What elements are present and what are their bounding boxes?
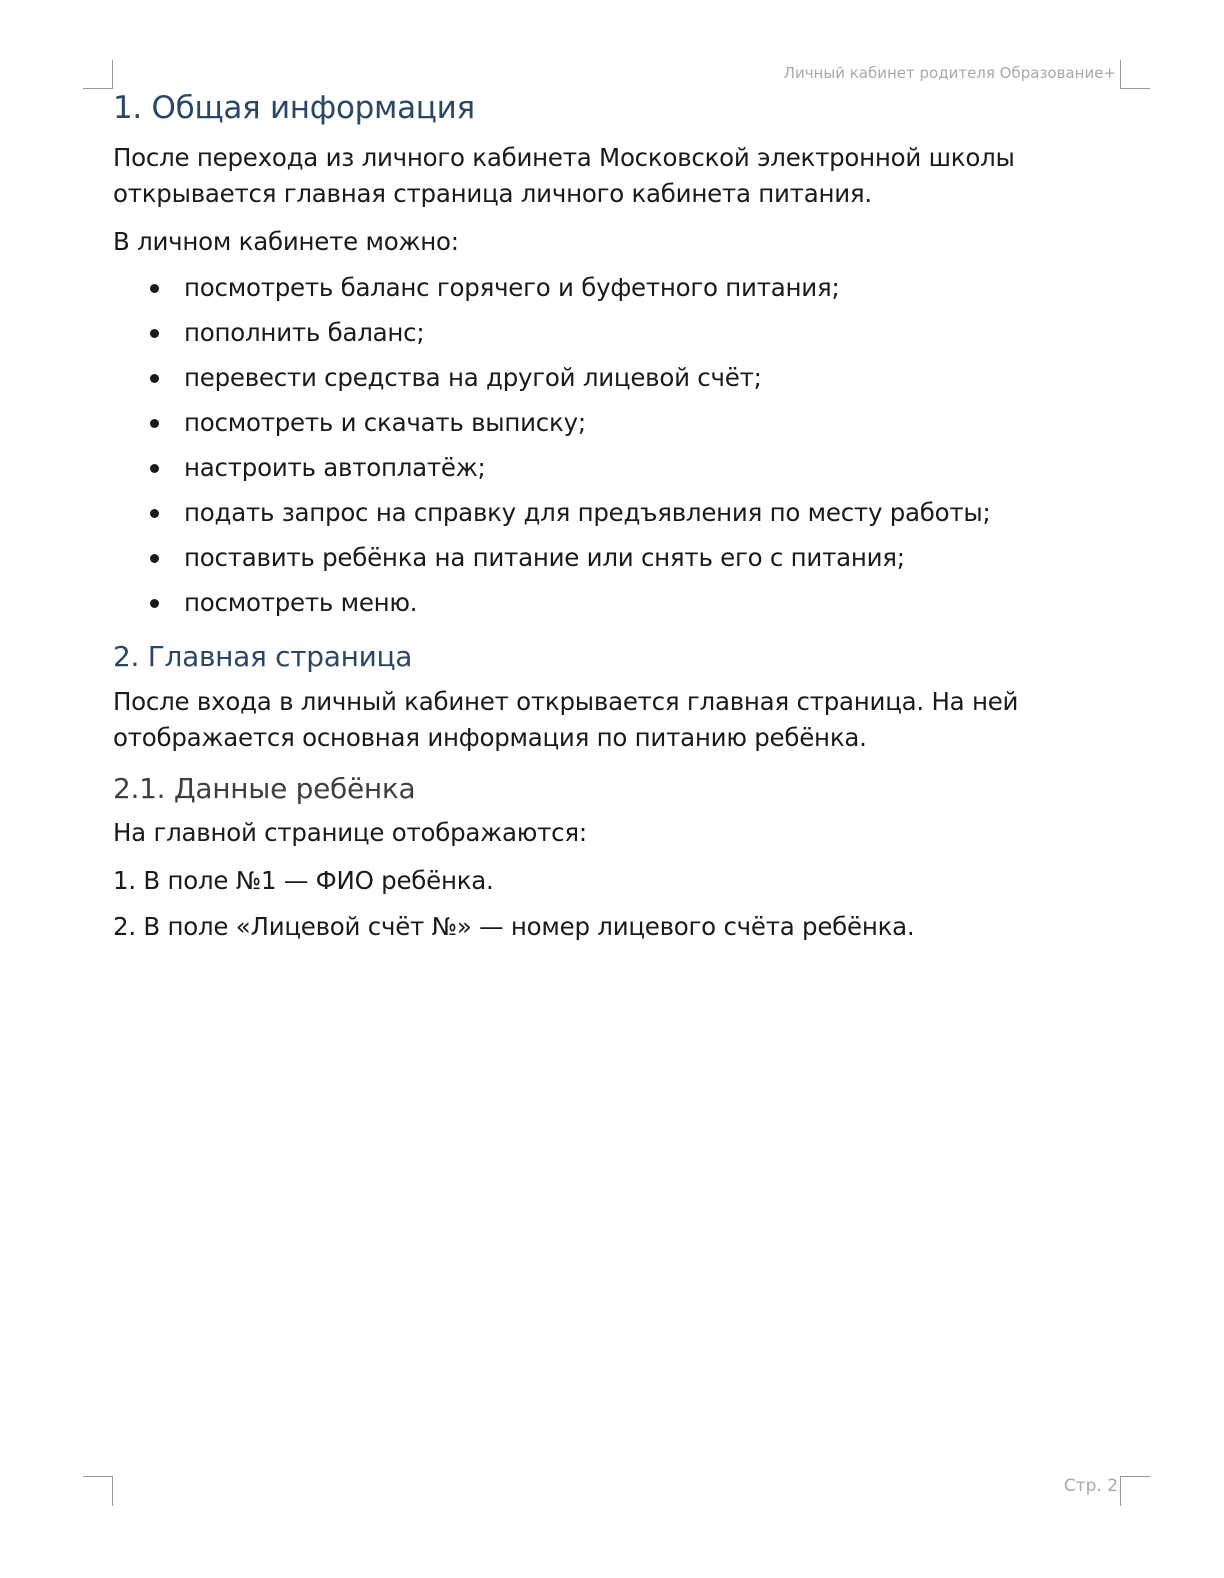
section-2-text: После входа в личный кабинет открывается главная страница. На ней отображается основная информация по питанию ребёнка. [113,687,1019,752]
bullet-icon [150,554,159,563]
section-1-lead: В личном кабинете можно: [113,227,459,256]
list-item [113,580,1103,625]
section-2-heading: 2. Главная страница [113,640,413,673]
numbered-item: 1. В поле №1 — ФИО ребёнка. [113,866,494,895]
section-1-intro: После перехода из личного кабинета Московской электронной школы открывается главная страница личного кабинета питания. [113,143,1015,208]
crop-mark-bottom-left-vertical [112,1476,113,1506]
list-item [113,535,1103,580]
bullet-icon [150,284,159,293]
crop-mark-top-left-horizontal [83,88,113,89]
list-item-text: настроить автоплатёж; [184,453,486,482]
list-item [113,310,1103,355]
list-item-text: подать запрос на справку для предъявления по месту работы; [184,498,991,527]
crop-mark-top-left-vertical [112,60,113,89]
running-header: Личный кабинет родителя Образование+ [783,64,1116,82]
bullet-icon [150,464,159,473]
list-item-text: посмотреть баланс горячего и буфетного питания; [184,273,840,302]
crop-mark-bottom-right-horizontal [1120,1476,1150,1477]
crop-mark-bottom-right-vertical [1120,1476,1121,1506]
document-body [113,86,1103,945]
section-1-heading: 1. Общая информация [113,90,475,126]
list-item [113,355,1103,400]
crop-mark-top-right-vertical [1120,60,1121,89]
bullet-icon [150,419,159,428]
bullet-icon [150,509,159,518]
list-item [113,265,1103,310]
capabilities-list [113,265,1103,625]
list-item [113,490,1103,535]
list-item-text: пополнить баланс; [184,318,425,347]
section-2-1-heading: 2.1. Данные ребёнка [113,772,416,805]
list-item-text: поставить ребёнка на питание или снять его с питания; [184,543,905,572]
list-item-text: перевести средства на другой лицевой счёт; [184,363,762,392]
crop-mark-top-right-horizontal [1120,88,1150,89]
bullet-icon [150,329,159,338]
list-item [113,445,1103,490]
list-item-text: посмотреть меню. [184,588,418,617]
bullet-icon [150,374,159,383]
crop-mark-bottom-left-horizontal [83,1476,113,1477]
list-item [113,400,1103,445]
page-number: Стр. 2 [1063,1476,1118,1496]
list-item-text: посмотреть и скачать выписку; [184,408,586,437]
bullet-icon [150,599,159,608]
section-2-1-lead: На главной странице отображаются: [113,818,587,847]
numbered-item: 2. В поле «Лицевой счёт №» — номер лицевого счёта ребёнка. [113,912,915,941]
